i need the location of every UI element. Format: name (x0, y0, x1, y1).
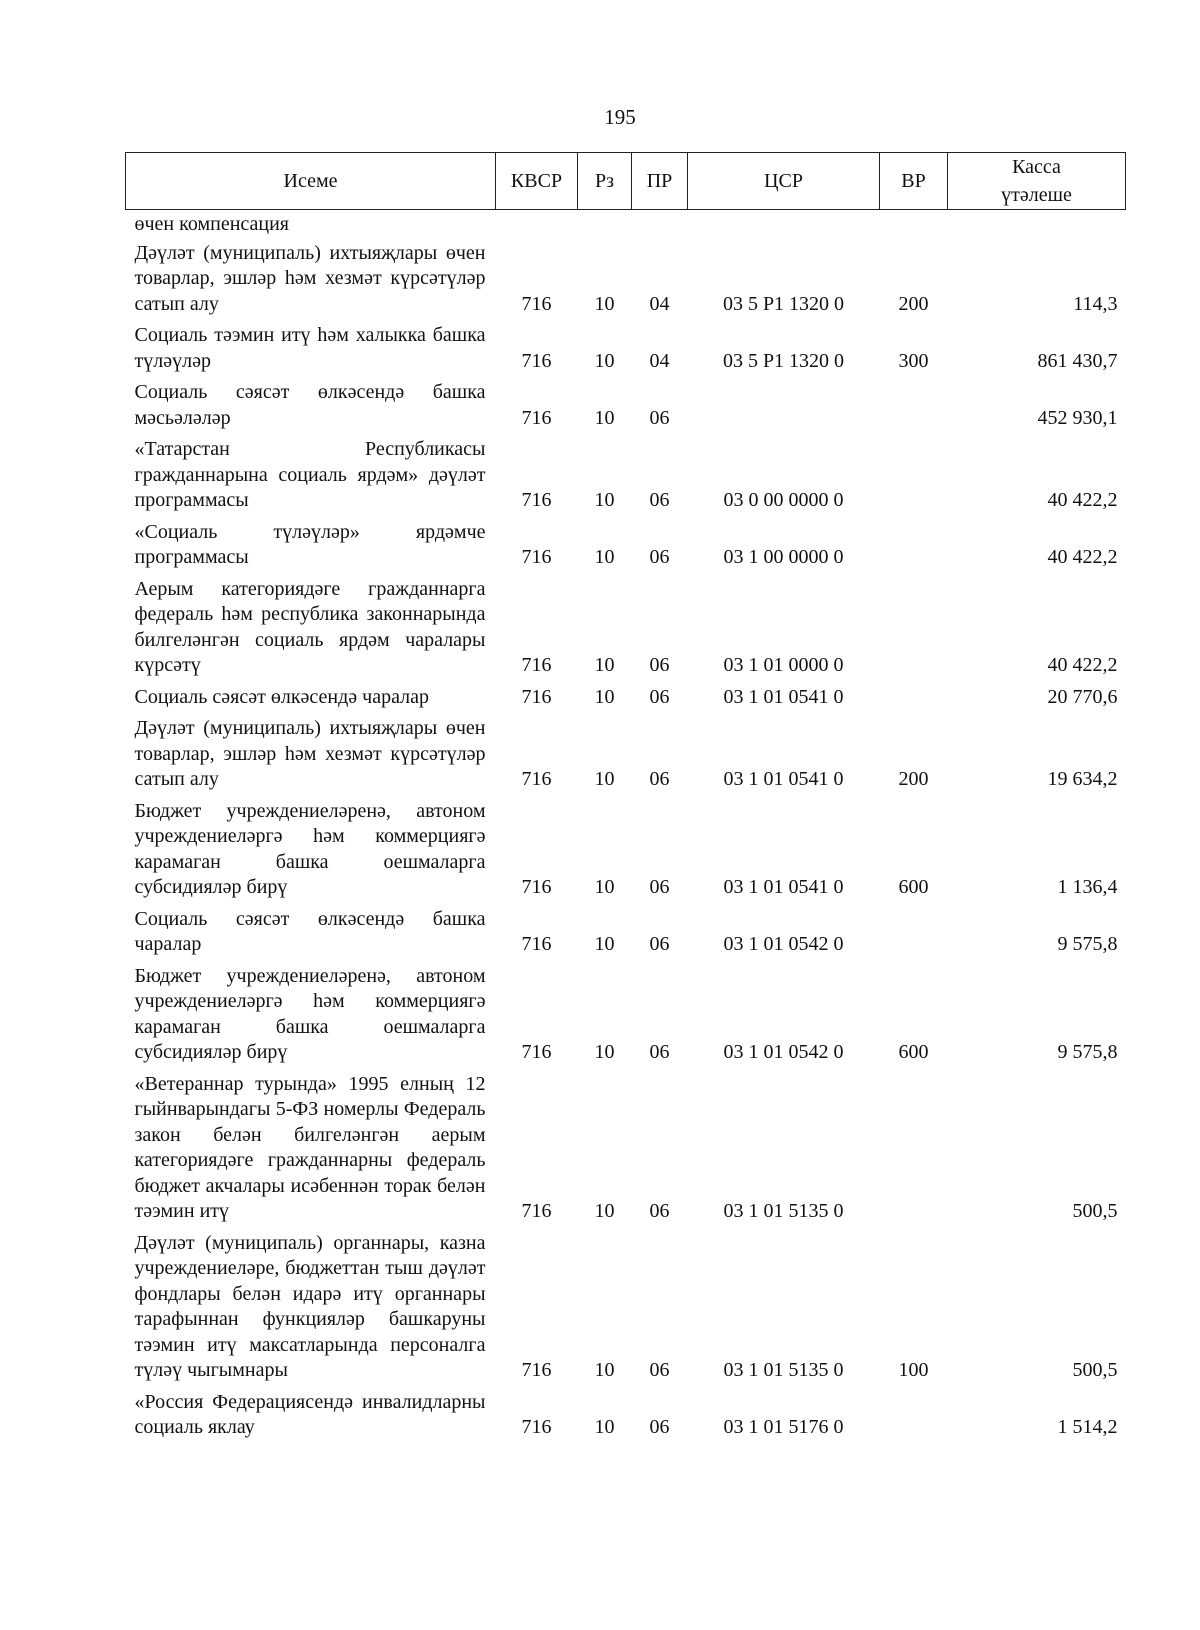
row-kvsr: 716 (521, 1416, 552, 1438)
header-row (126, 153, 1126, 210)
row-csr: 03 1 01 5135 0 (723, 1359, 844, 1381)
row-csr: 03 1 01 0541 0 (723, 876, 844, 898)
row-vr (880, 210, 948, 238)
row-rz: 10 (594, 292, 615, 315)
row-name: Аерым категориядәге гражданнарга федераль һәм республика законнарында билгеләнгән социаль ярдәм чаралары күрсәтү (134, 577, 486, 676)
row-kvsr: 716 (521, 349, 552, 372)
row-vr: 600 (898, 1041, 929, 1063)
row-csr: 03 1 01 0541 0 (723, 685, 844, 708)
row-rz: 10 (594, 1359, 615, 1381)
row-csr: 03 1 01 0542 0 (723, 1041, 844, 1063)
row-csr: 03 1 01 0541 0 (723, 768, 844, 790)
budget-table (125, 152, 1126, 1444)
row-kvsr: 716 (521, 546, 552, 568)
row-vr: 100 (898, 1359, 929, 1381)
row-kassa: 861 430,7 (1037, 349, 1118, 372)
row-pr (632, 210, 688, 238)
row-rz: 10 (594, 349, 615, 372)
row-rz: 10 (594, 654, 615, 676)
row-pr: 06 (649, 768, 670, 790)
table-row (126, 1228, 1126, 1387)
row-rz (578, 210, 632, 238)
row-vr (880, 904, 948, 961)
table-row (126, 517, 1126, 574)
table-row (126, 796, 1126, 904)
row-pr: 06 (649, 654, 670, 676)
row-rz: 10 (594, 768, 615, 790)
budget-table-container (125, 152, 1125, 1444)
row-rz: 10 (594, 1416, 615, 1438)
row-kvsr: 716 (521, 406, 552, 429)
row-kvsr: 716 (521, 1041, 552, 1063)
row-name: Социаль сәясәт өлкәсендә башка мәсьәләләр (134, 381, 486, 429)
row-pr: 06 (649, 1041, 670, 1063)
table-row (126, 713, 1126, 796)
row-name: Социаль тәэмин итү һәм халыкка башка түләүләр (134, 324, 486, 372)
row-csr: 03 1 01 5135 0 (723, 1200, 844, 1222)
header-vr: ВР (880, 153, 948, 210)
row-kassa: 114,3 (1073, 292, 1118, 315)
header-kassa-line2: үтәлеше (1001, 184, 1072, 206)
row-vr: 300 (898, 349, 929, 372)
row-name: өчен компенсация (134, 213, 290, 235)
row-kassa: 500,5 (1072, 1359, 1118, 1381)
row-name: Бюджет учреждениеләренә, автоном учреждениеләргә һәм коммерциягә карамаган башка оешмаларга субсидияләр бирү (134, 799, 486, 898)
table-row (126, 682, 1126, 714)
row-csr: 03 5 Р1 1320 0 (722, 349, 845, 372)
row-name: «Россия Федерациясендә инвалидларны социаль яклау (134, 1390, 486, 1438)
row-name: Дәүләт (муниципаль) ихтыяҗлары өчен товарлар, эшләр һәм хезмәт күрсәтүләр сатып алу (134, 717, 486, 790)
row-kassa: 1 514,2 (1057, 1416, 1118, 1438)
row-kvsr: 716 (521, 876, 552, 898)
row-vr (880, 377, 948, 434)
row-kassa: 40 422,2 (1047, 546, 1118, 568)
row-csr: 03 1 01 0542 0 (723, 933, 844, 955)
header-name: Исеме (126, 153, 496, 210)
row-kassa: 40 422,2 (1047, 654, 1118, 676)
table-row (126, 320, 1126, 377)
row-kassa: 1 136,4 (1057, 876, 1118, 898)
row-kassa: 40 422,2 (1047, 489, 1118, 511)
row-pr: 06 (649, 1359, 670, 1381)
header-kassa (948, 153, 1126, 210)
row-rz: 10 (594, 546, 615, 568)
table-row (126, 1387, 1126, 1444)
row-rz: 10 (594, 406, 615, 429)
row-vr (880, 1069, 948, 1228)
row-csr: 03 0 00 0000 0 (723, 489, 844, 511)
header-kvsr: КВСР (496, 153, 578, 210)
row-csr: 03 1 01 0000 0 (723, 654, 844, 676)
row-name: Социаль сәясәт өлкәсендә чаралар (134, 685, 430, 708)
row-csr: 03 1 00 0000 0 (723, 546, 844, 568)
row-kassa: 500,5 (1072, 1200, 1118, 1222)
table-row (126, 961, 1126, 1069)
row-pr: 04 (649, 292, 670, 315)
row-pr: 04 (649, 349, 670, 372)
row-kvsr: 716 (521, 685, 552, 708)
row-name: «Ветераннар турында» 1995 елның 12 гыйнварындагы 5-ФЗ номерлы Федераль закон белән билгеләнгән аерым категориядәге гражданнарны федераль бюджет акчалары исәбеннән торак белән тәэмин итү (134, 1072, 486, 1222)
row-vr: 600 (898, 876, 929, 898)
row-vr (880, 574, 948, 682)
row-csr: 03 5 Р1 1320 0 (722, 292, 845, 315)
table-row (126, 434, 1126, 517)
row-pr: 06 (649, 1200, 670, 1222)
row-pr: 06 (649, 489, 670, 511)
table-row (126, 904, 1126, 961)
row-pr: 06 (649, 685, 670, 708)
row-name: «Социаль түләүләр» ярдәмче программасы (134, 520, 486, 568)
row-rz: 10 (594, 489, 615, 511)
row-rz: 10 (594, 933, 615, 955)
row-rz: 10 (594, 876, 615, 898)
row-name: «Татарстан Республикасы гражданнарына социаль ярдәм» дәүләт программасы (134, 438, 486, 511)
row-csr: 03 1 01 5176 0 (723, 1416, 844, 1438)
row-kvsr: 716 (521, 1359, 552, 1381)
table-row (126, 574, 1126, 682)
table-row (126, 238, 1126, 321)
row-pr: 06 (649, 933, 670, 955)
row-name: Дәүләт (муниципаль) ихтыяҗлары өчен товарлар, эшләр һәм хезмәт күрсәтүләр сатып алу (134, 241, 486, 315)
table-header (126, 153, 1126, 210)
table-body (126, 210, 1126, 1444)
row-kassa: 19 634,2 (1047, 768, 1118, 790)
table-row (126, 210, 1126, 238)
table-row (126, 1069, 1126, 1228)
row-vr (880, 517, 948, 574)
row-kassa (948, 210, 1126, 238)
row-kvsr: 716 (521, 768, 552, 790)
row-name: Дәүләт (муниципаль) органнары, казна учреждениеләре, бюджеттан тыш дәүләт фондлары белән идарә итү органнары тарафыннан функцияләр башкаруны тәэмин итү максатларында персоналга түләү чыгымнары (134, 1231, 486, 1381)
header-rz: Рз (578, 153, 632, 210)
row-kvsr: 716 (521, 933, 552, 955)
row-kvsr: 716 (521, 1200, 552, 1222)
header-pr: ПР (632, 153, 688, 210)
row-rz: 10 (594, 685, 615, 708)
row-kvsr: 716 (521, 654, 552, 676)
row-vr: 200 (898, 768, 929, 790)
row-kassa: 452 930,1 (1037, 406, 1118, 429)
row-kvsr (496, 210, 578, 238)
row-rz: 10 (594, 1041, 615, 1063)
header-kassa-line1: Касса (1012, 156, 1061, 178)
header-csr: ЦСР (688, 153, 880, 210)
row-pr: 06 (649, 406, 670, 429)
row-rz: 10 (594, 1200, 615, 1222)
row-kvsr: 716 (521, 292, 552, 315)
row-vr (880, 434, 948, 517)
row-csr (688, 210, 880, 238)
table-row (126, 377, 1126, 434)
row-vr (880, 1387, 948, 1444)
row-name: Социаль сәясәт өлкәсендә башка чаралар (134, 907, 486, 955)
row-kassa: 9 575,8 (1057, 1041, 1118, 1063)
row-csr (688, 377, 880, 434)
row-name: Бюджет учреждениеләренә, автоном учреждениеләргә һәм коммерциягә карамаган башка оешмаларга субсидияләр бирү (134, 964, 486, 1063)
row-kassa: 9 575,8 (1057, 933, 1118, 955)
row-vr (880, 682, 948, 714)
row-pr: 06 (649, 876, 670, 898)
row-pr: 06 (649, 546, 670, 568)
page-number: 195 (604, 105, 636, 129)
row-vr: 200 (898, 292, 929, 315)
row-kvsr: 716 (521, 489, 552, 511)
row-pr: 06 (649, 1416, 670, 1438)
row-kassa: 20 770,6 (1047, 685, 1118, 708)
